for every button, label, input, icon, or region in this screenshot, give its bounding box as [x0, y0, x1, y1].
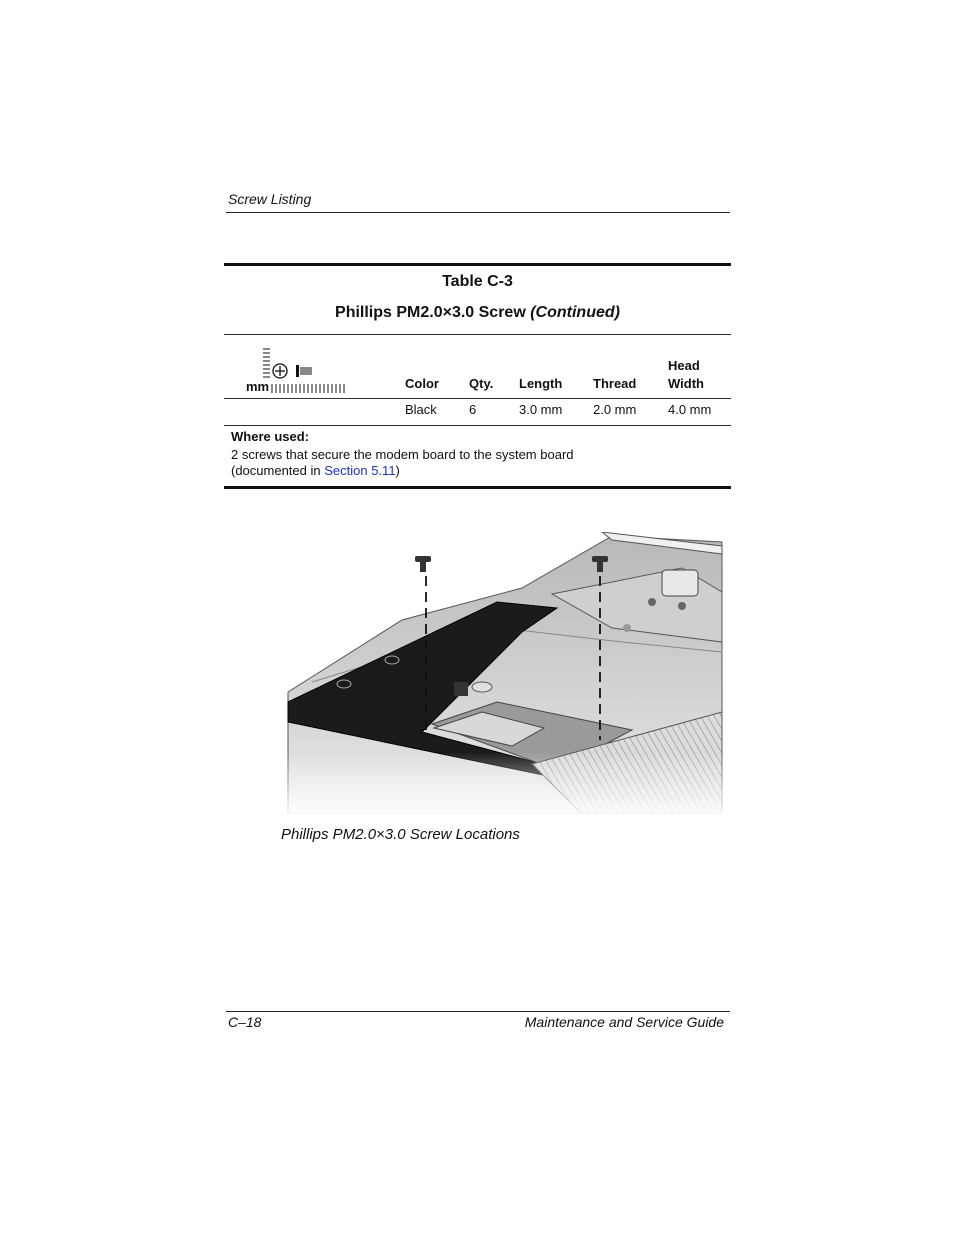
cell-thread: 2.0 mm — [593, 402, 637, 417]
header-rule — [226, 212, 730, 213]
cell-color: Black — [405, 402, 437, 417]
col-header-qty: Qty. — [469, 376, 494, 391]
page-number: C–18 — [228, 1014, 262, 1030]
table-top-rule — [224, 263, 731, 266]
table-row-rule — [224, 398, 731, 399]
table-subtitle-main: Phillips PM2.0×3.0 Screw — [335, 304, 531, 321]
where-used-line1: 2 screws that secure the modem board to the system board — [231, 447, 574, 462]
footer-rule — [226, 1011, 730, 1012]
table-subtitle-continued: (Continued) — [530, 304, 620, 321]
cell-qty: 6 — [469, 402, 477, 417]
footer-title: Maintenance and Service Guide — [524, 1014, 724, 1030]
where-used-line2-suffix: ) — [395, 463, 400, 478]
col-header-thread: Thread — [593, 376, 637, 391]
table-title: Table C-3 — [442, 273, 513, 290]
col-header-color: Color — [405, 376, 439, 391]
where-used-text — [231, 447, 711, 479]
where-used-line2 — [231, 463, 711, 479]
table-subtitle — [224, 304, 731, 322]
table-bottom-rule — [224, 486, 731, 489]
header-section-title: Screw Listing — [228, 191, 312, 207]
col-header-length: Length — [519, 376, 563, 391]
scale-mm-label: mm — [246, 379, 270, 394]
cell-length: 3.0 mm — [519, 402, 563, 417]
section-link[interactable]: Section 5.11 — [324, 463, 396, 478]
where-used-line2-prefix: (documented in — [231, 463, 325, 478]
col-header-head-width-line2: Width — [668, 376, 704, 391]
figure-caption: Phillips PM2.0×3.0 Screw Locations — [281, 826, 520, 843]
screw-1 — [415, 556, 431, 572]
hinge — [662, 570, 698, 596]
screw-location-illustration — [282, 532, 728, 814]
where-used-label: Where used: — [231, 429, 310, 444]
cell-head-width: 4.0 mm — [668, 402, 712, 417]
table-header-rule — [224, 334, 731, 335]
table-where-rule — [224, 425, 731, 426]
col-header-head-width-line1: Head — [668, 358, 700, 373]
connector — [454, 682, 468, 696]
